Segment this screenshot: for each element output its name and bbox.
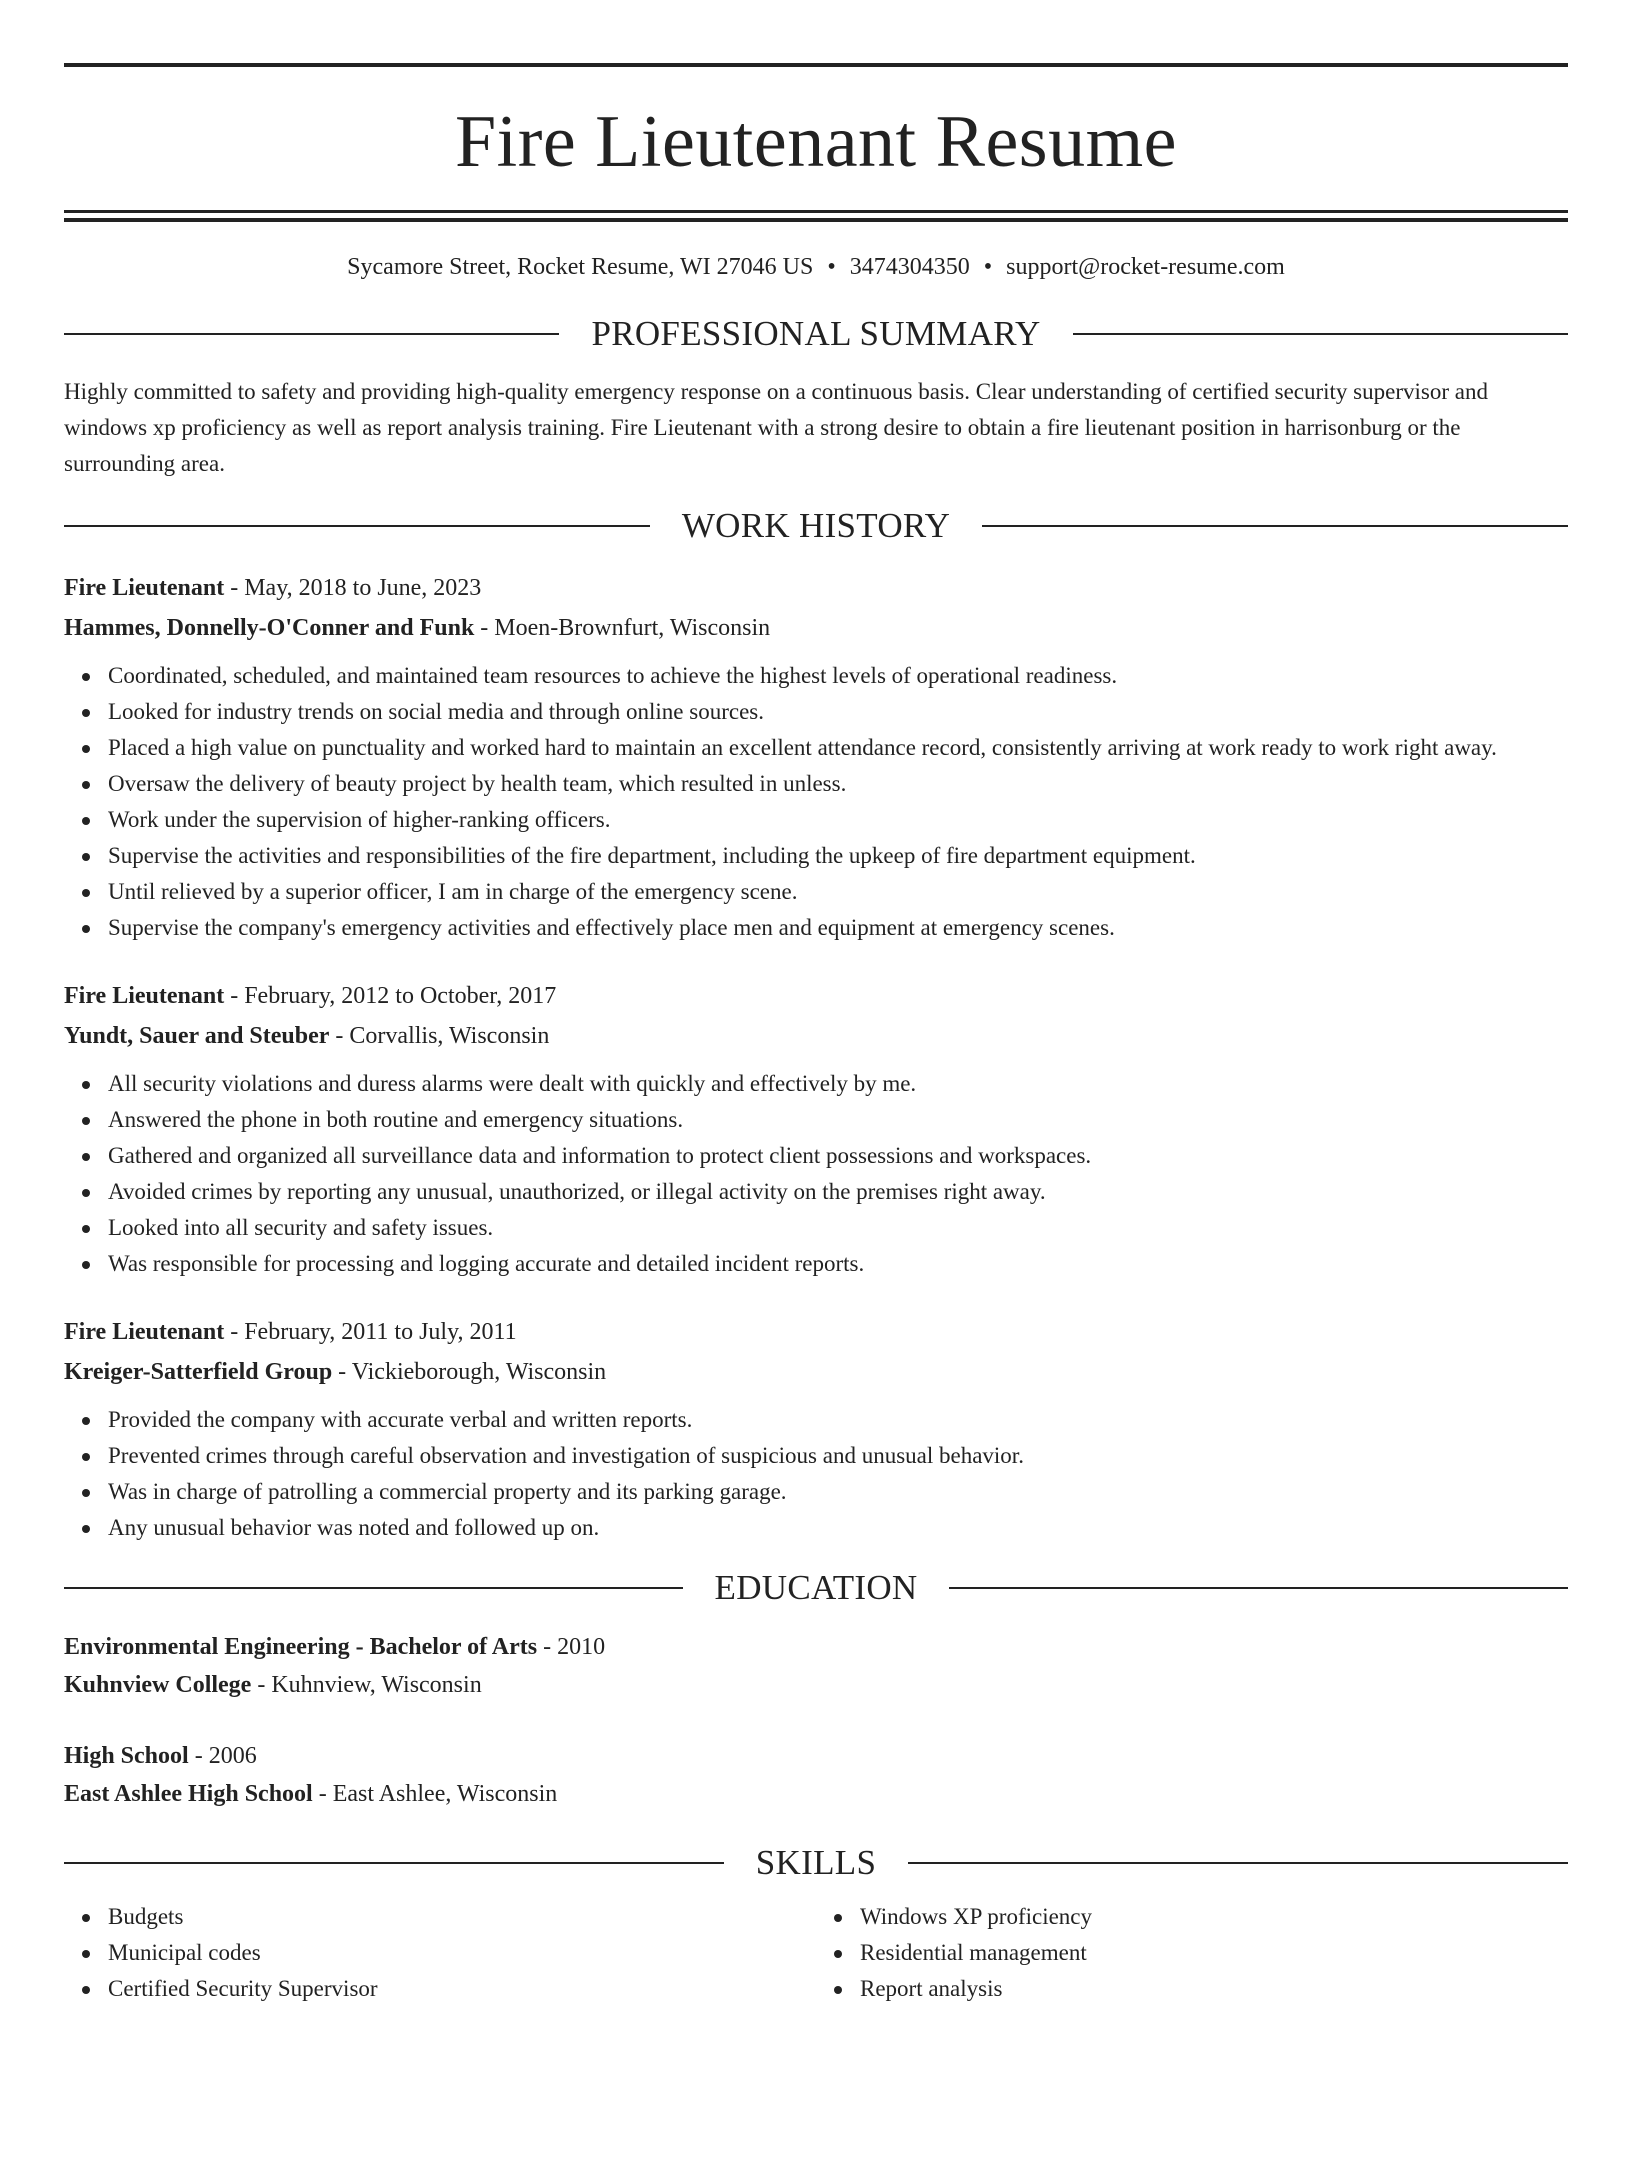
education-degree: Environmental Engineering - Bachelor of Arts bbox=[64, 1634, 538, 1660]
job-company-line bbox=[64, 1016, 1568, 1056]
section-rule-left bbox=[64, 1862, 724, 1864]
education-school-line bbox=[64, 1666, 1568, 1704]
education-degree-line bbox=[64, 1628, 1568, 1666]
section-header-skills bbox=[64, 1839, 1568, 1887]
section-title-skills: SKILLS bbox=[755, 1843, 877, 1882]
skills-list-right bbox=[816, 1899, 1568, 2007]
job-location: - Moen-Brownfurt, Wisconsin bbox=[474, 615, 771, 641]
job-entry bbox=[64, 568, 1568, 946]
job-bullet: Work under the supervision of higher-ranking officers. bbox=[108, 802, 1568, 838]
contact-separator: • bbox=[983, 254, 993, 280]
job-bullet: Oversaw the delivery of beauty project by health team, which resulted in unless. bbox=[108, 766, 1568, 802]
job-bullet: All security violations and duress alarms were dealt with quickly and effectively by me. bbox=[108, 1066, 1568, 1102]
section-rule-right bbox=[908, 1862, 1568, 1864]
job-bullet-list bbox=[64, 1402, 1568, 1546]
job-title: Fire Lieutenant bbox=[64, 1319, 225, 1345]
job-entry bbox=[64, 976, 1568, 1282]
skill-item: Municipal codes bbox=[108, 1935, 816, 1971]
skill-item: Certified Security Supervisor bbox=[108, 1971, 816, 2007]
job-company: Hammes, Donnelly-O'Conner and Funk bbox=[64, 615, 475, 641]
skills-columns bbox=[64, 1899, 1568, 2007]
job-bullet: Avoided crimes by reporting any unusual, unauthorized, or illegal activity on the premises right away. bbox=[108, 1174, 1568, 1210]
job-title-line bbox=[64, 1312, 1568, 1352]
job-location: - Corvallis, Wisconsin bbox=[329, 1023, 550, 1049]
education-school-line bbox=[64, 1775, 1568, 1813]
section-header-summary bbox=[64, 310, 1568, 358]
contact-separator: • bbox=[827, 254, 836, 280]
job-bullet: Coordinated, scheduled, and maintained team resources to achieve the highest levels of operational readiness. bbox=[108, 658, 1568, 694]
job-bullet: Until relieved by a superior officer, I am in charge of the emergency scene. bbox=[108, 874, 1568, 910]
job-title-line bbox=[64, 568, 1568, 608]
job-company: Yundt, Sauer and Steuber bbox=[64, 1023, 330, 1049]
section-rule-right bbox=[949, 1587, 1568, 1589]
job-bullet: Any unusual behavior was noted and followed up on. bbox=[108, 1510, 1568, 1546]
job-bullet: Placed a high value on punctuality and worked hard to maintain an excellent attendance record, consistently arriving at work ready to work right away. bbox=[108, 730, 1568, 766]
job-bullet: Gathered and organized all surveillance data and information to protect client possessions and workspaces. bbox=[108, 1138, 1568, 1174]
section-rule-left bbox=[64, 1587, 683, 1589]
job-bullet: Answered the phone in both routine and emergency situations. bbox=[108, 1102, 1568, 1138]
job-title-line bbox=[64, 976, 1568, 1016]
skills-list-left bbox=[64, 1899, 816, 2007]
job-dates: - February, 2011 to July, 2011 bbox=[224, 1319, 517, 1345]
job-dates: - February, 2012 to October, 2017 bbox=[224, 983, 557, 1009]
top-rule bbox=[64, 63, 1568, 67]
contact-phone: 3474304350 bbox=[849, 254, 970, 280]
title-double-rule bbox=[64, 210, 1568, 222]
job-bullet-list bbox=[64, 1066, 1568, 1282]
section-header-work-history bbox=[64, 502, 1568, 550]
job-bullet: Was responsible for processing and logging accurate and detailed incident reports. bbox=[108, 1246, 1568, 1282]
education-year: - 2006 bbox=[188, 1743, 257, 1769]
section-rule-right bbox=[1073, 333, 1568, 335]
skill-item: Budgets bbox=[108, 1899, 816, 1935]
job-title: Fire Lieutenant bbox=[64, 575, 225, 601]
job-company-line bbox=[64, 1352, 1568, 1392]
job-location: - Vickieborough, Wisconsin bbox=[332, 1359, 607, 1385]
job-bullet: Provided the company with accurate verbal and written reports. bbox=[108, 1402, 1568, 1438]
job-bullet: Supervise the company's emergency activities and effectively place men and equipment at emergency scenes. bbox=[108, 910, 1568, 946]
section-header-education bbox=[64, 1564, 1568, 1612]
education-degree: High School bbox=[64, 1743, 189, 1769]
skill-item: Windows XP proficiency bbox=[860, 1899, 1568, 1935]
education-entry bbox=[64, 1737, 1568, 1813]
job-title: Fire Lieutenant bbox=[64, 983, 225, 1009]
job-entry bbox=[64, 1312, 1568, 1546]
section-rule-left bbox=[64, 525, 650, 527]
job-bullet: Looked into all security and safety issues. bbox=[108, 1210, 1568, 1246]
job-bullet: Supervise the activities and responsibilities of the fire department, including the upkeep of fire department equipment. bbox=[108, 838, 1568, 874]
contact-line bbox=[64, 250, 1568, 284]
job-bullet: Prevented crimes through careful observation and investigation of suspicious and unusual behavior. bbox=[108, 1438, 1568, 1474]
section-rule-right bbox=[982, 525, 1568, 527]
contact-address: Sycamore Street, Rocket Resume, WI 27046 US bbox=[347, 254, 814, 280]
education-school: Kuhnview College bbox=[64, 1672, 252, 1698]
job-bullet: Looked for industry trends on social media and through online sources. bbox=[108, 694, 1568, 730]
education-year: - 2010 bbox=[537, 1634, 606, 1660]
section-title-education: EDUCATION bbox=[714, 1568, 918, 1607]
education-location: - Kuhnview, Wisconsin bbox=[251, 1672, 482, 1698]
summary-paragraph: Highly committed to safety and providing high-quality emergency response on a continuous basis. Clear understanding of certified security supervisor and windows xp proficiency as well as report analysis training. Fire Lieutenant with a strong desire to obtain a fire lieutenant position in harrisonburg or the surrounding area. bbox=[64, 379, 1488, 476]
education-degree-line bbox=[64, 1737, 1568, 1775]
education-school: East Ashlee High School bbox=[64, 1781, 313, 1807]
job-company: Kreiger-Satterfield Group bbox=[64, 1359, 333, 1385]
section-rule-left bbox=[64, 333, 559, 335]
education-entry bbox=[64, 1628, 1568, 1704]
job-bullet-list bbox=[64, 658, 1568, 946]
education-location: - East Ashlee, Wisconsin bbox=[312, 1781, 558, 1807]
contact-email: support@rocket-resume.com bbox=[1006, 254, 1285, 280]
skill-item: Residential management bbox=[860, 1935, 1568, 1971]
section-title-work-history: WORK HISTORY bbox=[681, 506, 951, 545]
resume-page bbox=[0, 63, 1632, 2175]
job-bullet: Was in charge of patrolling a commercial property and its parking garage. bbox=[108, 1474, 1568, 1510]
skill-item: Report analysis bbox=[860, 1971, 1568, 2007]
job-dates: - May, 2018 to June, 2023 bbox=[224, 575, 482, 601]
section-title-summary: PROFESSIONAL SUMMARY bbox=[591, 314, 1041, 353]
job-company-line bbox=[64, 608, 1568, 648]
resume-title: Fire Lieutenant Resume bbox=[454, 101, 1178, 183]
